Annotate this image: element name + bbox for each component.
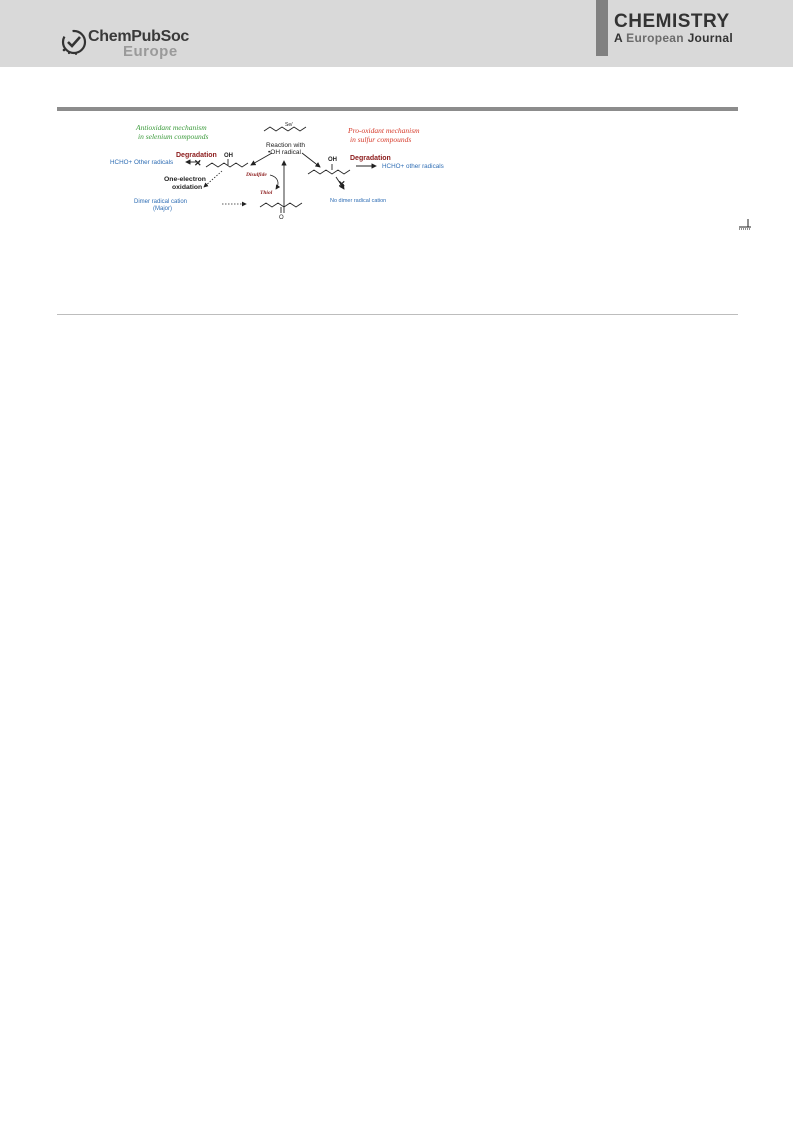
reaction-scheme-figure: [100, 117, 460, 227]
blocked-cross-right-icon: ✕: [338, 179, 346, 189]
no-dimer-label: No dimer radical cation: [330, 198, 387, 204]
degradation-left-label: Degradation: [176, 152, 217, 159]
journal-subtitle-a: A: [614, 31, 623, 45]
journal-accent-bar: [596, 0, 608, 56]
prooxidant-heading-line1: Pro-oxidant mechanism: [348, 126, 420, 135]
publisher-name: ChemPubSoc: [88, 28, 190, 45]
antioxidant-heading-line1: Antioxidant mechanism: [136, 123, 207, 132]
one-electron-label-line1: One-electron: [164, 176, 206, 183]
figure-marker-icon: [738, 219, 752, 231]
oh-left-label: OH: [224, 153, 233, 159]
oxide-atom-label: O: [279, 215, 284, 221]
reaction-label-line2: •OH radical: [268, 149, 301, 156]
journal-subtitle-journal: Journal: [687, 31, 734, 45]
publisher-logo: [60, 24, 200, 62]
dimer-label-line2: (Major): [153, 206, 172, 212]
products-right-label: HCHO+ other radicals: [382, 163, 444, 170]
sulfur-radical-chain: [308, 170, 350, 174]
blocked-cross-left-icon: ✕: [194, 158, 202, 168]
reaction-label-line1: Reaction with: [266, 142, 306, 149]
arrow-to-sulfur: [302, 153, 320, 167]
dimer-label-line1: Dimer radical cation: [134, 199, 188, 205]
page-header: [0, 0, 793, 67]
antioxidant-heading-line2: in selenium compounds: [138, 132, 209, 141]
selenium-radical-chain: [206, 163, 248, 167]
disulfide-curved-arrow: [270, 175, 278, 189]
oh-right-label: OH: [328, 157, 337, 163]
journal-title: CHEMISTRY: [614, 11, 730, 32]
section-rule-top: [57, 107, 738, 111]
one-electron-label-line2: oxidation: [172, 184, 203, 191]
prooxidant-heading-line2: in sulfur compounds: [350, 135, 412, 144]
journal-subtitle: [614, 31, 733, 45]
journal-subtitle-european: European: [626, 31, 684, 45]
thiol-label: Thiol: [260, 190, 273, 196]
degradation-right-label: Degradation: [350, 155, 391, 162]
oxide-chain: [260, 203, 302, 207]
oxidation-dashed-arrow: [204, 171, 222, 187]
publisher-logo-icon: [60, 28, 88, 56]
publisher-region: Europe: [123, 43, 178, 60]
disulfide-label: Disulfide: [246, 172, 267, 178]
arrow-to-selenium: [251, 153, 272, 165]
products-left-label: HCHO+ Other radicals: [110, 159, 174, 166]
top-compound-atom: Se/: [285, 122, 293, 128]
section-rule-bottom: [57, 314, 738, 315]
